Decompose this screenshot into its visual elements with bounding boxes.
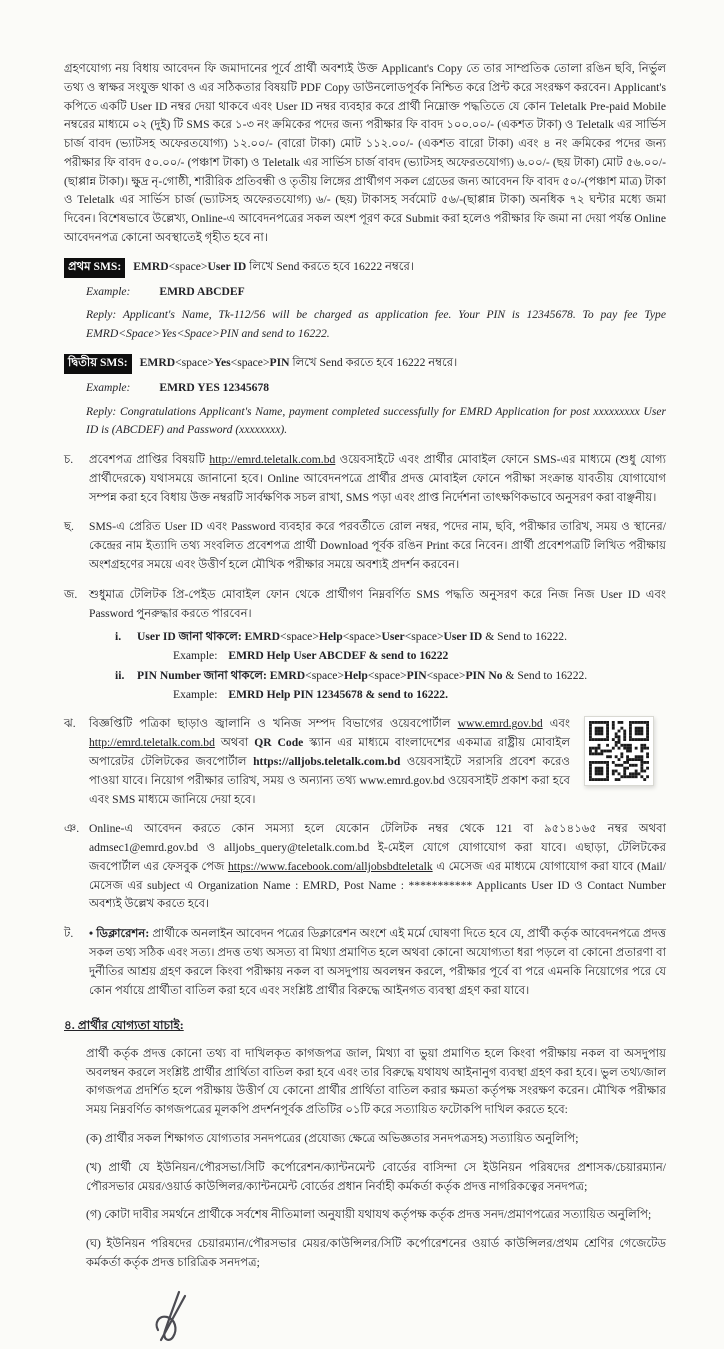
checklist-label: (ঘ) <box>86 1237 101 1251</box>
checklist-label: (গ) <box>86 1208 102 1222</box>
sms2-instruction: EMRD<space>Yes<space>PIN লিখে Send করতে হবে 16222 নম্বরে। <box>139 355 458 369</box>
signature-mark-icon <box>146 1287 666 1349</box>
example-value: EMRD ABCDEF <box>159 284 245 298</box>
checklist-text: ইউনিয়ন পরিষদের চেয়ারম্যান/পৌরসভার মেয়র/কাউন্সিলর/সিটি কর্পোরেশনের ওয়ার্ড কাউন্সিলর/প্রথম শ্রেণির গেজেটেড কর্মকর্তা কর্তৃক প্রদত্ত চারিত্রিক সনদপত্র; <box>86 1237 666 1269</box>
example-label: Example: <box>86 284 131 298</box>
sms2-reply: Reply: Congratulations Applicant's Name, payment completed successfully for EMRD Application for post xxxxxxxxx User ID is (ABCDEF) and Password (xxxxxxxx). <box>86 404 666 437</box>
example-value: EMRD Help PIN 12345678 & send to 16222. <box>228 687 448 701</box>
section4-paragraph: প্রার্থী কর্তৃক প্রদত্ত কোনো তথ্য বা দাখিলকৃত কাগজপত্র জাল, মিথ্যা বা ভুয়া প্রমাণিত হলে কিংবা পরীক্ষায় নকল বা অসদুপায় অবলম্বন করলে সংশ্লিষ্ট প্রার্থীর প্রার্থিতা বাতিল করা হবে এবং তার বিরুদ্ধে যথাযথ আইনানুগ ব্যবস্থা গ্রহণ করা হবে। ভুল তথ্য/জাল কাগজপত্র প্রদর্শিত হলে পরীক্ষায় উত্তীর্ণ যে কোনো প্রার্থীর প্রার্থিতা বাতিল করার ক্ষমতা কর্তৃপক্ষ সংরক্ষণ করেন। মৌখিক পরীক্ষার সময় নিম্নবর্ণিত কাগজপত্রের মূলকপি প্রদর্শনপূর্বক প্রতিটির ০১টি করে সত্যায়িত ফটোকপি দাখিল করতে হবে: <box>86 1046 666 1117</box>
sms1-example-row <box>86 283 666 302</box>
item-marker: চ. <box>64 453 74 467</box>
sublist-text: PIN Number জানা থাকলে: EMRD<space>Help<space>PIN<space>PIN No & Send to 16222. <box>137 668 588 682</box>
checklist-label: (খ) <box>86 1160 102 1174</box>
example-label: Example: <box>173 687 218 701</box>
checklist-label: (ক) <box>86 1131 102 1145</box>
sublist-num: ii. <box>115 668 125 682</box>
sublist-item <box>115 628 666 647</box>
sms1-row <box>64 258 666 278</box>
item-marker: ট. <box>64 927 74 941</box>
sublist-example <box>173 686 666 705</box>
checklist-item-ga <box>86 1206 666 1225</box>
item-text: শুধুমাত্র টেলিটক প্রি-পেইড মোবাইল ফোন থেকে প্রার্থীগণ নিম্নবর্ণিত SMS পদ্ধতি অনুসরণ করে নিজ নিজ User ID এবং Password পুনরুদ্ধার করতে পারবেন। <box>89 587 666 620</box>
item-body: প্রবেশপত্র প্রাপ্তির বিষয়টি http://emrd.teletalk.com.bd ওয়েবসাইটে এবং প্রার্থীর মোবাইল ফোনে SMS-এর মাধ্যমে (শুধু যোগ্য প্রার্থীদেরকে) যথাসময়ে জানানো হবে। Online আবেদনপত্রে প্রার্থীর প্রদত্ত মোবাইল ফোনে পরীক্ষা সংক্রান্ত যাবতীয় যোগাযোগ সম্পন্ন করা হবে বিধায় উক্ত নম্বরটি সার্বক্ষণিক সচল রাখা, SMS পড়া এবং প্রাপ্ত নির্দেশনা তাৎক্ষণিকভাবে অনুসরণ করা বাঞ্ছনীয়। <box>89 453 666 504</box>
qr-code-wrap <box>584 715 666 809</box>
list-item-ta <box>64 925 666 1000</box>
item-marker: ঝ. <box>64 717 76 731</box>
example-value: EMRD Help User ABCDEF & send to 16222 <box>228 649 449 663</box>
sms-help-sublist <box>115 628 666 704</box>
list-item-chha <box>64 518 666 574</box>
item-marker: জ. <box>64 587 78 601</box>
qr-code-icon <box>584 716 654 786</box>
example-label: Example: <box>173 649 218 663</box>
list-item-ja <box>64 586 666 705</box>
sms2-badge: দ্বিতীয় SMS: <box>64 354 132 374</box>
item-body: বিজ্ঞপ্তিটি পত্রিকা ছাড়াও জ্বালানি ও খনিজ সম্পদ বিভাগের ওয়েবপোর্টাল www.emrd.gov.bd এবং http://emrd.teletalk.com.bd অথবা QR Code স্ক্যান এর মাধ্যমে বাংলাদেশের একমাত্র রাষ্ট্রীয় মোবাইল অপারেটর টেলিটকের জবপোর্টাল https://alljobs.teletalk.com.bd ওয়েবসাইটে সরাসরি প্রবেশ করেও পাওয়া যাবে। নিয়োগ পরীক্ষার তারিখ, সময় ও অন্যান্য তথ্য www.emrd.gov.bd ওয়েবসাইট প্রকাশ করা হবে এবং SMS মাধ্যমে জানিয়ে দেয়া হবে। <box>89 717 570 806</box>
list-item-cha <box>64 451 666 507</box>
checklist-item-gha <box>86 1235 666 1273</box>
sms2-example-row <box>86 379 666 398</box>
checklist-item-kha <box>86 1159 666 1197</box>
item-marker: ঞ. <box>64 822 80 836</box>
checklist-text: প্রার্থীর সকল শিক্ষাগত যোগ্যতার সনদপত্রের (প্রযোজ্য ক্ষেত্রে অভিজ্ঞতার সনদপত্রসহ) সত্যায়িত অনুলিপি; <box>101 1131 579 1145</box>
sublist-text: User ID জানা থাকলে: EMRD<space>Help<space>User<space>User ID & Send to 16222. <box>137 630 567 644</box>
sms1-badge: প্রথম SMS: <box>64 258 125 278</box>
item-body <box>89 586 666 705</box>
checklist-text: প্রার্থী যে ইউনিয়ন/পৌরসভা/সিটি কর্পোরেশন/ক্যান্টনমেন্ট বোর্ডের বাসিন্দা সে ইউনিয়ন পরিষদের প্রশাসক/চেয়ারম্যান/পৌরসভার মেয়র/ওয়ার্ড কাউন্সিলর/ক্যান্টনমেন্ট বোর্ডের প্রধান নির্বাহী কর্মকর্তা কর্তৃক প্রদত্ত নাগরিকত্বের সনদপত্র; <box>86 1160 666 1193</box>
sms2-row <box>64 354 666 374</box>
sms1-instruction: EMRD<space>User ID লিখে Send করতে হবে 16222 নম্বরে। <box>133 259 414 273</box>
list-item-nya <box>64 820 666 914</box>
intro-paragraph: গ্রহণযোগ্য নয় বিধায় আবেদন ফি জমাদানের পূর্বে প্রার্থী অবশ্যই উক্ত Applicant's Copy তে তার সাম্প্রতিক তোলা রঙিন ছবি, নির্ভুল তথ্য ও স্বাক্ষর সংযুক্ত থাকা ও এর সঠিকতার বিষয়টি PDF Copy ডাউনলোডপূর্বক নিশ্চিত করে প্রিন্ট করে সংরক্ষণ করবেন। Applicant's কপিতে একটি User ID নম্বর দেয়া থাকবে এবং User ID নম্বর ব্যবহার করে প্রার্থী নিম্নোক্ত পদ্ধতিতে যে কোন Teletalk Pre-paid Mobile নম্বরের মাধ্যমে ০২ (দুই) টি SMS করে ১-৩ নং ক্রমিকের পদের জন্য পরীক্ষার ফি বাবদ ১০০.০০/- (একশত টাকা) ও Teletalk এর সার্ভিস চার্জ বাবদ (ভ্যাটসহ অফেরতযোগ্য) ১২.০০/- (বারো টাকা) মোট ১১২.০০/- (একশত বারো টাকা) এবং ৪ নং ক্রমিকের পদের জন্য পরীক্ষার ফি বাবদ ৫০.০০/- (পঞ্চাশ টাকা) ও Teletalk এর সার্ভিস চার্জ বাবদ (ভ্যাটসহ অফেরতযোগ্য) ৬.০০/- (ছয় টাকা) মোট ৫৬.০০/- (ছাপ্পান্ন টাকা)। ক্ষুদ্র নৃ-গোষ্ঠী, শারীরিক প্রতিবন্ধী ও তৃতীয় লিঙ্গের প্রার্থীগণ সকল গ্রেডের জন্য আবেদন ফি বাবদ ৫০/-(পঞ্চাশ মাত্র) টাকা ও Teletalk এর সার্ভিস চার্জ (ভ্যাটসহ অফেরতযোগ্য) ৬/- (ছয়) টাকাসহ সর্বমোট ৫৬/-(ছাপ্পান্ন টাকা) অনধিক ৭২ ঘন্টার মধ্যে জমা দিবেন। বিশেষভাবে উল্লেখ্য, Online-এ আবেদনপত্রের সকল অংশ পূরণ করে Submit করা হলেও পরীক্ষার ফি জমা না দেয়া পর্যন্ত Online আবেদনপত্র কোনো অবস্থাতেই গৃহীত হবে না। <box>64 62 666 245</box>
checklist-item-ka <box>86 1130 666 1149</box>
sublist-example <box>173 647 666 666</box>
sms1-reply: Reply: Applicant's Name, Tk-112/56 will be charged as application fee. Your PIN is 12345678. To pay fee Type EMRD<Space>Yes<Space>PIN and send to 16222. <box>86 308 666 341</box>
section4-heading: ৪. প্রার্থীর যোগ্যতা যাচাই: <box>64 1018 184 1033</box>
example-label: Example: <box>86 380 131 394</box>
item-marker: ছ. <box>64 520 74 534</box>
item-body: • ডিক্লারেশন: প্রার্থীকে অনলাইন আবেদন পত্রের ডিক্লারেশন অংশে এই মর্মে ঘোষণা দিতে হবে যে, প্রার্থী কর্তৃক আবেদনপত্রে প্রদত্ত সকল তথ্য সঠিক এবং সত্য। প্রদত্ত তথ্য অসত্য বা মিথ্যা প্রমাণিত হলে অথবা কোনো অযোগ্যতা ধরা পড়লে বা কোনো প্রতারণা বা দুর্নীতির আশ্রয় গ্রহণ করলে কিংবা পরীক্ষায় নকল বা অসদুপায় অবলম্বন করলে, পরীক্ষার পূর্বে বা পরে এমনকি নিয়োগের পরে যে কোন পর্যায়ে প্রার্থীতা বাতিল করা হবে এবং সংশ্লিষ্ট প্রার্থীর বিরুদ্ধে আইনগত ব্যবস্থা গ্রহণ করা যাবে। <box>89 927 666 997</box>
sublist-num: i. <box>115 630 122 644</box>
item-body: Online-এ আবেদন করতে কোন সমস্যা হলে যেকোন টেলিটক নম্বর থেকে 121 বা ৯৫১৪১৬৫ নম্বর অথবা admsec1@emrd.gov.bd ও alljobs_query@teletalk.com.bd ই-মেইল যোগে যোগাযোগ করা যাবে। এছাড়া, টেলিটকের জবপোর্টাল এর ফেসবুক পেজ https://www.facebook.com/alljobsbdteletalk এ মেসেজ এর মাধ্যমে যোগাযোগ করা যাবে (Mail/মেসেজ এর subject এ Organization Name : EMRD, Post Name : *********** Applicants User ID ও Contact Number অবশ্যই উল্লেখ করতে হবে। <box>89 822 667 911</box>
example-value: EMRD YES 12345678 <box>159 380 270 394</box>
list-item-jha <box>64 715 666 809</box>
item-body: SMS-এ প্রেরিত User ID এবং Password ব্যবহার করে পরবর্তীতে রোল নম্বর, পদের নাম, ছবি, পরীক্ষার তারিখ, সময় ও স্থানের/কেন্দ্রের নাম ইত্যাদি তথ্য সংবলিত প্রবেশপত্র প্রার্থী Download পূর্বক রঙিন Print করে নিবেন। প্রার্থী প্রবেশপত্রটি লিখিত পরীক্ষায় অংশগ্রহণের সময়ে এবং উত্তীর্ণ হলে মৌখিক পরীক্ষার সময়ে অবশ্যই প্রদর্শন করবেন। <box>89 520 666 571</box>
checklist-text: কোটা দাবীর সমর্থনে প্রার্থীকে সর্বশেষ নীতিমালা অনুযায়ী যথাযথ কর্তৃপক্ষ কর্তৃক প্রদত্ত সনদ/প্রমাণপত্রের সত্যায়িত অনুলিপি; <box>101 1208 652 1222</box>
sublist-item <box>115 667 666 686</box>
